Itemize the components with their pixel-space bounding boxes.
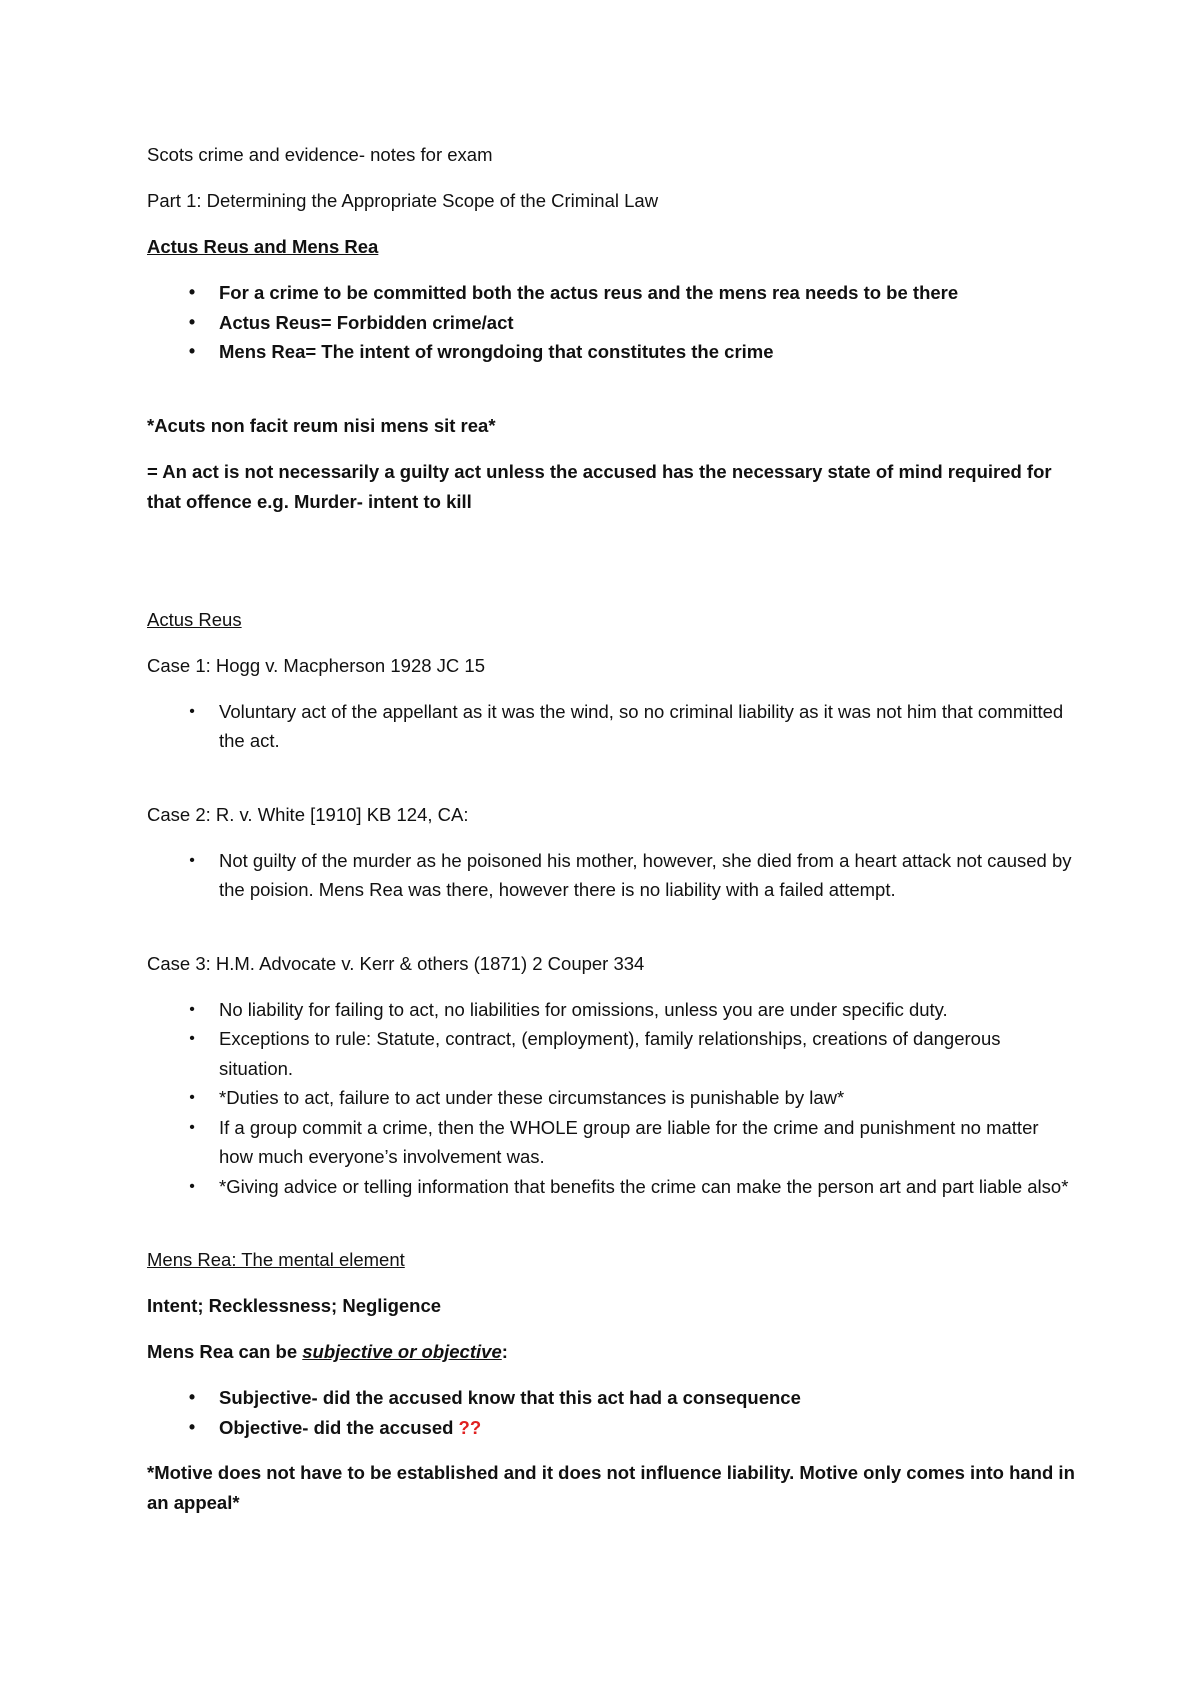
list-item: • Mens Rea= The intent of wrongdoing that constitutes the crime bbox=[147, 337, 1077, 367]
bullet-icon: • bbox=[188, 311, 196, 332]
section-heading-actus-reus: Actus Reus bbox=[147, 608, 242, 630]
list-item: • Subjective- did the accused know that this act had a consequence bbox=[147, 1383, 1077, 1413]
list-item: • No liability for failing to act, no liabilities for omissions, unless you are under specific duty. bbox=[147, 995, 1077, 1025]
bullet-list-basics bbox=[147, 278, 1077, 367]
bullet-icon: • bbox=[189, 1089, 195, 1106]
bullet-icon: • bbox=[188, 1416, 196, 1437]
doc-title: Scots crime and evidence- notes for exam bbox=[147, 144, 493, 165]
bullet-list-mens-rea bbox=[147, 1383, 1077, 1442]
section-heading-mens-rea: Mens Rea: The mental element bbox=[147, 1249, 405, 1270]
list-item: • If a group commit a crime, then the WHOLE group are liable for the crime and punishment no matter how much everyone’s involvement was. bbox=[147, 1113, 1077, 1172]
emphasis-text: subjective or objective bbox=[302, 1341, 502, 1362]
section-heading-actus-mens: Actus Reus and Mens Rea bbox=[147, 236, 379, 257]
case-title: Case 3: H.M. Advocate v. Kerr & others (1871) 2 Couper 334 bbox=[147, 952, 645, 974]
list-item: • *Duties to act, failure to act under these circumstances is punishable by law* bbox=[147, 1083, 1077, 1113]
bullet-icon: • bbox=[189, 702, 195, 720]
question-mark-highlight: ?? bbox=[458, 1416, 482, 1438]
motive-note: *Motive does not have to be established and it does not influence liability. Motive only comes into hand in an appeal* bbox=[147, 1462, 1075, 1513]
mens-rea-types: Intent; Recklessness; Negligence bbox=[147, 1295, 442, 1316]
list-item: • Voluntary act of the appellant as it was the wind, so no criminal liability as it was not him that committed the act. bbox=[147, 697, 1077, 756]
list-item: • For a crime to be committed both the actus reus and the mens rea needs to be there bbox=[147, 278, 1077, 308]
subjective-objective-line: Mens Rea can be subjective or objective: bbox=[147, 1341, 508, 1362]
bullet-list-case-3 bbox=[147, 995, 1077, 1202]
list-item: • *Giving advice or telling information that benefits the crime can make the person art and part liable also* bbox=[147, 1172, 1077, 1202]
bullet-icon: • bbox=[188, 341, 196, 361]
list-item: • Not guilty of the murder as he poisoned his mother, however, she died from a heart attack not caused by the poision. Mens Rea was there, however there is no liability with a failed attempt. bbox=[147, 846, 1077, 905]
list-item: • Actus Reus= Forbidden crime/act bbox=[147, 308, 1077, 338]
document-page bbox=[147, 140, 1077, 1518]
bullet-icon: • bbox=[188, 282, 196, 302]
bullet-icon: • bbox=[188, 1387, 196, 1407]
maxim-explanation: = An act is not necessarily a guilty act unless the accused has the necessary state of mind required for that offence e.g. Murder- intent to kill bbox=[147, 460, 1052, 512]
part-heading: Part 1: Determining the Appropriate Scope of the Criminal Law bbox=[147, 190, 659, 211]
bullet-icon: • bbox=[189, 1000, 195, 1018]
list-item: • Exceptions to rule: Statute, contract, (employment), family relationships, creations of dangerous situation. bbox=[147, 1024, 1077, 1083]
bullet-icon: • bbox=[189, 1177, 195, 1195]
case-title: Case 2: R. v. White [1910] KB 124, CA: bbox=[147, 803, 469, 825]
case-title: Case 1: Hogg v. Macpherson 1928 JC 15 bbox=[147, 654, 485, 676]
latin-maxim: *Acuts non facit reum nisi mens sit rea* bbox=[147, 414, 496, 436]
bullet-list-case-2 bbox=[147, 846, 1077, 905]
bullet-icon: • bbox=[189, 1118, 195, 1136]
bullet-icon: • bbox=[189, 851, 195, 869]
bullet-icon: • bbox=[189, 1030, 195, 1047]
list-item: • Objective- did the accused ?? bbox=[147, 1413, 1077, 1443]
bullet-list-case-1 bbox=[147, 697, 1077, 756]
